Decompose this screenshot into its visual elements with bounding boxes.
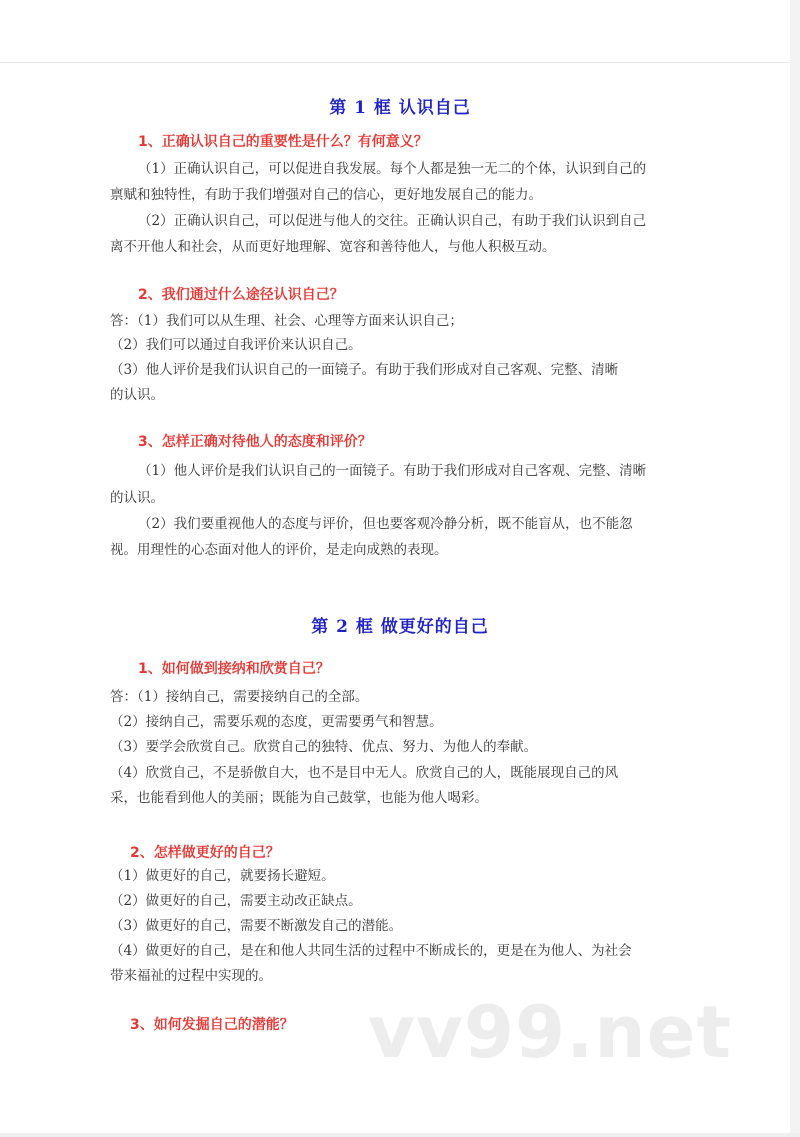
question-heading: 1、如何做到接纳和欣赏自己？: [138, 661, 330, 677]
answer-line: 视。用理性的心态面对他人的评价，是走向成熟的表现。: [110, 542, 448, 558]
answer-line: 禀赋和独特性，有助于我们增强对自己的信心，更好地发展自己的能力。: [110, 187, 542, 203]
page-bottom-edge: [0, 1133, 800, 1137]
question-heading: 3、怎样正确对待他人的态度和评价？: [138, 434, 372, 450]
answer-line: 带来福祉的过程中实现的。: [110, 968, 272, 984]
answer-line: 离不开他人和社会，从而更好地理解、宽容和善待他人，与他人积极互动。: [110, 239, 556, 255]
answer-line: （2）我们要重视他人的态度与评价，但也要客观冷静分析，既不能盲从，也不能忽: [138, 516, 633, 532]
watermark: vv99.net: [368, 990, 732, 1074]
answer-line: 答：（1）接纳自己，需要接纳自己的全部。: [110, 689, 369, 705]
question-heading: 2、我们通过什么途径认识自己？: [138, 287, 344, 303]
section-title: 第 1 框 认识自己: [329, 98, 471, 118]
section-title: 第 2 框 做更好的自己: [311, 617, 489, 637]
answer-line: （1）做更好的自己，就要扬长避短。: [110, 868, 335, 884]
question-heading: 1、正确认识自己的重要性是什么？有何意义？: [138, 134, 428, 150]
answer-line: （4）做更好的自己，是在和他人共同生活的过程中不断成长的，更是在为他人、为社会: [110, 943, 632, 959]
answer-line: （2）做更好的自己，需要主动改正缺点。: [110, 893, 362, 909]
answer-line: （4）欣赏自己，不是骄傲自大，也不是目中无人。欣赏自己的人，既能展现自己的风: [110, 765, 619, 781]
answer-line: 采，也能看到他人的美丽；既能为自己鼓掌，也能为他人喝彩。: [110, 790, 488, 806]
answer-line: 答：（1）我们可以从生理、社会、心理等方面来认识自己；: [110, 313, 463, 329]
answer-line: （1）正确认识自己，可以促进自我发展。每个人都是独一无二的个体，认识到自己的: [138, 161, 647, 177]
answer-line: （2）我们可以通过自我评价来认识自己。: [110, 337, 362, 353]
question-heading: 3、如何发掘自己的潜能？: [130, 1017, 294, 1033]
answer-line: 的认识。: [110, 387, 164, 403]
answer-line: （1）他人评价是我们认识自己的一面镜子。有助于我们形成对自己客观、完整、清晰: [138, 463, 647, 479]
answer-line: （3）他人评价是我们认识自己的一面镜子。有助于我们形成对自己客观、完整、清晰: [110, 362, 619, 378]
page-top-rule: [0, 62, 800, 63]
answer-line: （2）接纳自己，需要乐观的态度，更需要勇气和智慧。: [110, 714, 443, 730]
answer-line: （3）要学会欣赏自己。欣赏自己的独特、优点、努力、为他人的奉献。: [110, 739, 538, 755]
answer-line: （3）做更好的自己，需要不断激发自己的潜能。: [110, 918, 403, 934]
answer-line: （2）正确认识自己，可以促进与他人的交往。正确认识自己，有助于我们认识到自己: [138, 213, 647, 229]
question-heading: 2、怎样做更好的自己？: [130, 845, 280, 861]
scrollbar-track[interactable]: [790, 0, 800, 1137]
answer-line: 的认识。: [110, 490, 164, 506]
